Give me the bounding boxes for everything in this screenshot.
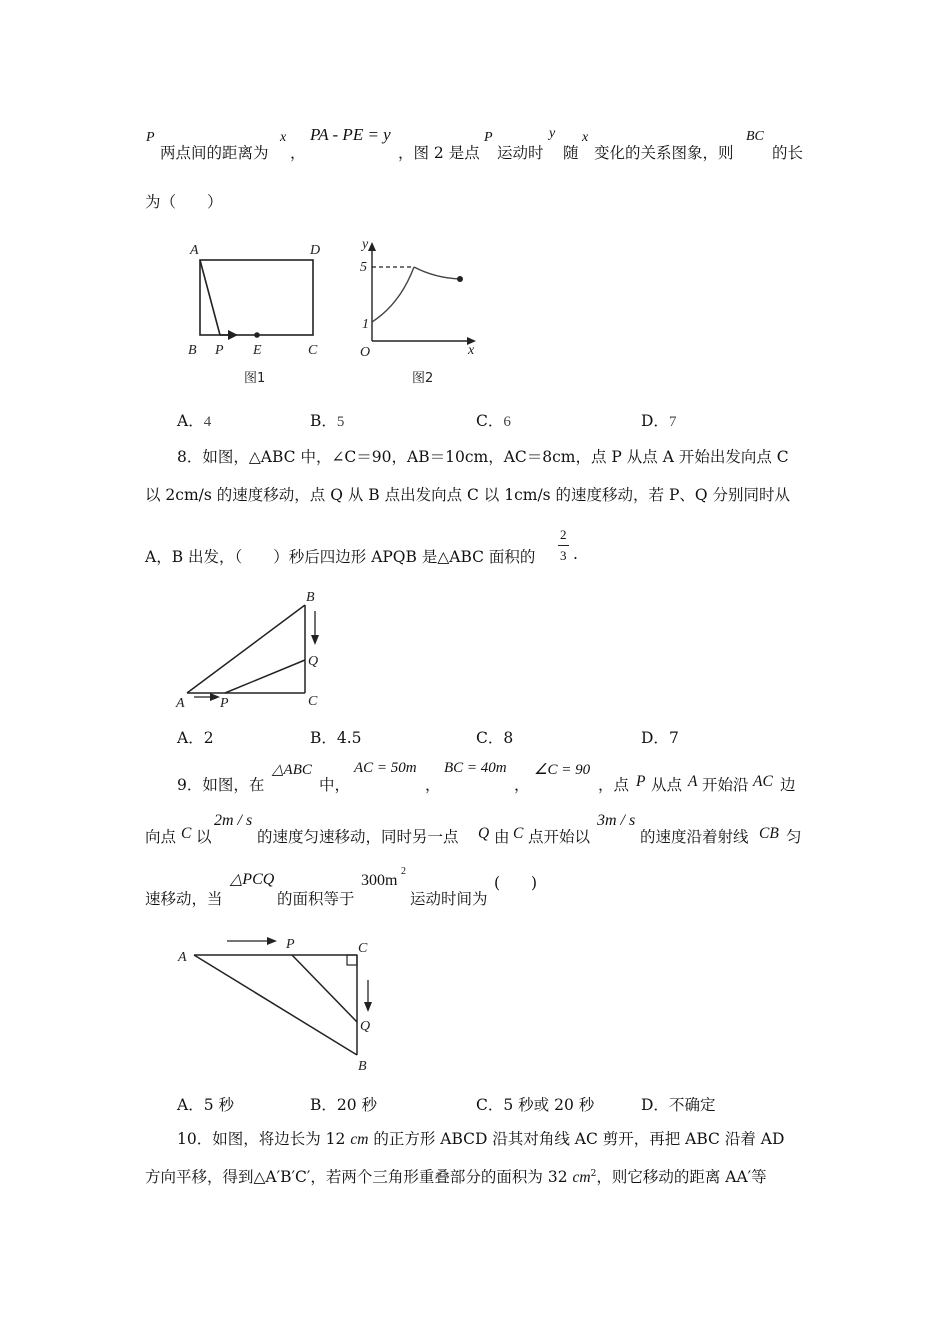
option-letter: B． xyxy=(310,729,337,747)
q9-text-6: 边 xyxy=(780,776,796,794)
option-value: 20 秒 xyxy=(336,1096,378,1114)
label-c: C xyxy=(308,343,318,358)
q9-comma-1: ， xyxy=(425,776,441,794)
q9-l2-text-6: 的速度沿着射线 xyxy=(640,828,749,846)
q7-text-2: ，图 2 是点 xyxy=(398,144,480,162)
label-origin: O xyxy=(360,345,371,360)
q9-option-d[interactable] xyxy=(641,1093,715,1115)
q7-figure-2 xyxy=(350,238,490,388)
q7-comma: ， xyxy=(290,144,306,162)
q9-var-c: C xyxy=(181,825,192,842)
var-p: P xyxy=(146,130,155,145)
q10-unit-2: cm xyxy=(572,1169,591,1186)
option-value: 7 xyxy=(668,729,679,747)
q9-speed-q: 3m / s xyxy=(597,812,636,829)
q-arrow-head xyxy=(311,635,319,645)
option-letter: A． xyxy=(177,1096,204,1114)
q10-line-2-b: ，则它移动的距离 AA′等 xyxy=(596,1168,767,1186)
q9-var-p: P xyxy=(636,773,646,790)
q10-line-1-b: 的正方形 ABCD 沿其对角线 AC 剪开，再把 ABC 沿着 AD xyxy=(368,1130,785,1148)
segment-ab xyxy=(187,605,305,693)
label-e: E xyxy=(253,343,262,358)
label-b: B xyxy=(358,1059,367,1074)
graph-falling-curve xyxy=(414,267,460,279)
label-c: C xyxy=(308,694,318,709)
q8-period: . xyxy=(573,545,578,563)
var-x: x xyxy=(280,130,287,145)
q9-speed-p: 2m / s xyxy=(214,812,253,829)
q9-option-a[interactable] xyxy=(177,1093,234,1115)
label-a: A xyxy=(190,243,199,258)
q7-option-c[interactable] xyxy=(476,409,511,431)
q9-triangle-abc: △ABC xyxy=(272,762,312,778)
option-value: 4 xyxy=(203,414,212,430)
option-letter: D． xyxy=(641,729,669,747)
option-value: 不确定 xyxy=(668,1096,716,1114)
q9-l2-text-2: 以 xyxy=(196,828,212,846)
q10-unit: cm xyxy=(350,1131,369,1148)
fraction-numerator: 2 xyxy=(560,527,567,542)
q8-option-c[interactable] xyxy=(476,726,513,748)
q9-var-c-2: C xyxy=(513,825,524,842)
label-d: D xyxy=(310,243,321,258)
var-y: y xyxy=(549,126,556,141)
segment-pq xyxy=(225,660,305,693)
q9-l2-text-7: 匀 xyxy=(786,828,802,846)
q8-option-d[interactable] xyxy=(641,726,679,748)
q9-l2-text-5: 点开始以 xyxy=(528,828,591,846)
label-b: B xyxy=(188,343,197,358)
q7-figure-1 xyxy=(180,238,330,388)
option-value: 5 xyxy=(336,414,345,430)
q9-l2-text-1: 向点 xyxy=(145,828,177,846)
option-letter: C． xyxy=(476,729,504,747)
option-letter: A． xyxy=(177,729,204,747)
label-q: Q xyxy=(308,654,319,669)
motion-arrow-head xyxy=(228,330,238,340)
q10-line-2-a: 方向平移，得到△A′B′C′，若两个三角形重叠部分的面积为 32 xyxy=(145,1168,573,1186)
q8-figure xyxy=(170,585,340,715)
q9-text-5: 开始沿 xyxy=(702,776,749,794)
q9-l3-text-3: 运动时间为 xyxy=(410,890,488,908)
label-y-axis: y xyxy=(362,237,369,252)
label-b: B xyxy=(306,590,315,605)
segment-ab xyxy=(194,955,357,1055)
option-value: 4.5 xyxy=(336,729,362,747)
q9-l2-text-3: 的速度匀速移动，同时另一点 xyxy=(257,828,459,846)
q9-var-cb: CB xyxy=(759,825,779,842)
q10-unit-exponent: 2 xyxy=(590,1168,597,1179)
var-p-2: P xyxy=(484,130,493,145)
q9-option-c[interactable] xyxy=(476,1093,594,1115)
q7-option-b[interactable] xyxy=(310,409,344,431)
q9-option-b[interactable] xyxy=(310,1093,377,1115)
label-5: 5 xyxy=(360,260,367,275)
p-arrow-head xyxy=(210,693,220,701)
q7-text-line2: 为（ ） xyxy=(145,193,223,211)
graph-rising-curve xyxy=(372,267,414,322)
q10-line-1-a: 10．如图，将边长为 12 xyxy=(177,1130,351,1148)
q7-option-d[interactable] xyxy=(641,409,676,431)
q7-text-4: 随 xyxy=(563,144,579,162)
option-value: 8 xyxy=(503,729,514,747)
q9-bc-length: BC = 40m xyxy=(444,760,507,776)
label-1: 1 xyxy=(362,317,369,332)
figure-1-caption: 图1 xyxy=(244,371,266,386)
q7-text-1: 两点间的距离为 xyxy=(160,144,269,162)
y-axis-arrow xyxy=(368,242,376,251)
q9-ac-length: AC = 50m xyxy=(354,760,417,776)
q9-area-exponent: 2 xyxy=(401,866,406,877)
q-arrow-head xyxy=(364,1002,372,1012)
q9-angle-c: ∠C = 90 xyxy=(534,762,591,778)
q9-l2-text-4: 由 xyxy=(494,828,510,846)
q9-figure xyxy=(172,930,392,1080)
q9-text-2: 中， xyxy=(319,776,351,794)
q10-line-1 xyxy=(177,1127,784,1149)
var-bc: BC xyxy=(746,129,764,144)
figure-2-caption: 图2 xyxy=(412,371,434,386)
right-angle-mark xyxy=(347,955,357,965)
q7-option-a[interactable] xyxy=(177,409,211,431)
segment-ap xyxy=(200,260,220,335)
option-value: 5 秒或 20 秒 xyxy=(503,1096,595,1114)
label-x-axis: x xyxy=(468,343,475,358)
q7-text-3: 运动时 xyxy=(497,144,544,162)
q8-option-b[interactable] xyxy=(310,726,362,748)
label-p: P xyxy=(220,696,229,711)
option-value: 7 xyxy=(668,414,677,430)
q8-line-1: 8．如图，△ABC 中，∠C＝90，AB＝10cm，AC＝8cm，点 P 从点 A 开始出发向点 C xyxy=(177,448,789,466)
q10-line-2 xyxy=(145,1165,767,1187)
q8-line-3: A，B 出发，（ ）秒后四边形 APQB 是△ABC 面积的 xyxy=(145,548,536,566)
option-value: 6 xyxy=(503,414,511,430)
option-letter: D． xyxy=(641,412,669,430)
option-value: 5 秒 xyxy=(203,1096,234,1114)
option-letter: A． xyxy=(177,412,204,430)
option-value: 2 xyxy=(203,729,214,747)
label-p: P xyxy=(215,343,224,358)
q9-var-ac: AC xyxy=(753,773,773,790)
fraction-bar xyxy=(558,545,569,546)
q9-text-4: 从点 xyxy=(651,776,683,794)
option-letter: B． xyxy=(310,412,337,430)
q9-answer-paren: ( ) xyxy=(494,874,538,892)
q9-l3-text-2: 的面积等于 xyxy=(277,890,355,908)
p-arrow-head xyxy=(267,937,277,945)
label-a: A xyxy=(178,950,187,965)
option-letter: B． xyxy=(310,1096,337,1114)
var-x-2: x xyxy=(582,130,589,145)
q9-text-1: 9．如图，在 xyxy=(177,776,265,794)
fraction-denominator: 3 xyxy=(560,548,567,563)
label-a: A xyxy=(176,696,185,711)
q9-l3-text-1: 速移动，当 xyxy=(145,890,223,908)
q9-var-a: A xyxy=(688,773,698,790)
q9-var-q: Q xyxy=(478,825,490,842)
q7-text-5: 变化的关系图象，则 xyxy=(594,144,734,162)
label-q: Q xyxy=(360,1019,371,1034)
q8-option-a[interactable] xyxy=(177,726,214,748)
point-e xyxy=(254,332,260,338)
option-letter: C． xyxy=(476,1096,504,1114)
option-letter: C． xyxy=(476,412,504,430)
label-p: P xyxy=(286,937,295,952)
q9-comma-2: ， xyxy=(514,776,530,794)
q7-equation: PA - PE = y xyxy=(310,125,391,144)
q7-text-6: 的长 xyxy=(772,144,804,162)
q8-line-2: 以 2cm/s 的速度移动，点 Q 从 B 点出发向点 C 以 1cm/s 的速度移动，若 P、Q 分别同时从 xyxy=(145,486,791,504)
label-c: C xyxy=(358,941,368,956)
q9-text-3: ，点 xyxy=(598,776,630,794)
q9-area-value: 300m xyxy=(361,872,398,889)
option-letter: D． xyxy=(641,1096,669,1114)
q9-triangle-pcq: △PCQ xyxy=(230,871,275,888)
graph-end-point xyxy=(457,276,463,282)
